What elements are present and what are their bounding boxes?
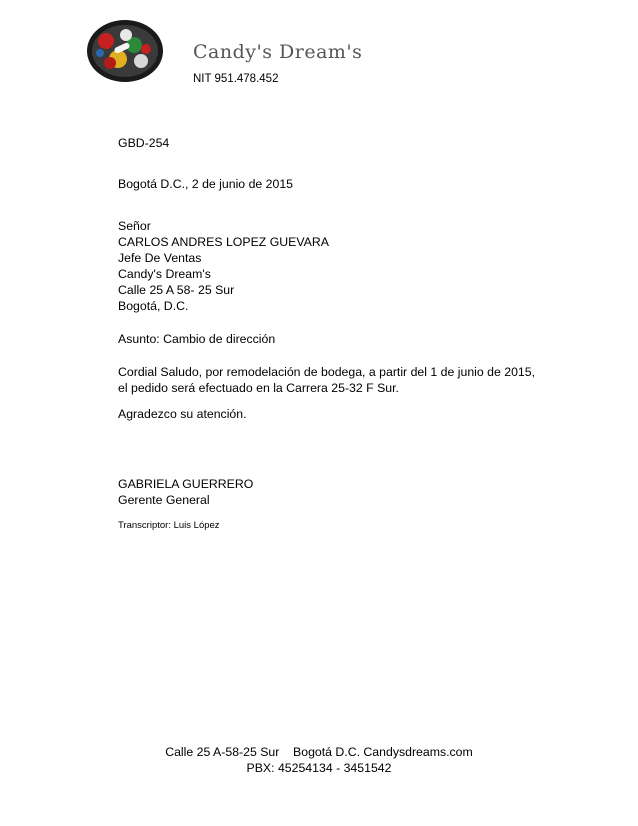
recipient-title: Jefe De Ventas [118, 251, 202, 265]
letter-body-line-2: el pedido será efectuado en la Carrera 25-32 F Sur. [118, 381, 399, 395]
footer-address: Calle 25 A-58-25 Sur Bogotá D.C. Candysdreams.com [165, 745, 473, 759]
recipient-name: CARLOS ANDRES LOPEZ GUEVARA [118, 235, 329, 249]
letter-reference: GBD-254 [118, 136, 170, 150]
recipient-address: Calle 25 A 58- 25 Sur [118, 283, 235, 297]
company-name: Candy's Dream's [193, 41, 363, 63]
signer-name: GABRIELA GUERRERO [118, 477, 254, 491]
recipient-company: Candy's Dream's [118, 267, 211, 281]
transcriptor-note: Transcriptor: Luis López [118, 520, 220, 531]
company-nit: NIT 951.478.452 [193, 73, 279, 85]
signer-title: Gerente General [118, 493, 210, 507]
letter-place-date: Bogotá D.C., 2 de junio de 2015 [118, 177, 294, 191]
recipient-salutation: Señor [118, 219, 151, 233]
candy-logo-image [86, 19, 164, 83]
letter-body-line-1: Cordial Saludo, por remodelación de bodega, a partir del 1 de junio de 2015, [118, 365, 536, 379]
letter-subject: Asunto: Cambio de dirección [118, 332, 276, 346]
letter-closing: Agradezco su atención. [118, 407, 247, 421]
recipient-city: Bogotá, D.C. [118, 299, 189, 313]
footer-phone: PBX: 45254134 - 3451542 [246, 761, 392, 775]
